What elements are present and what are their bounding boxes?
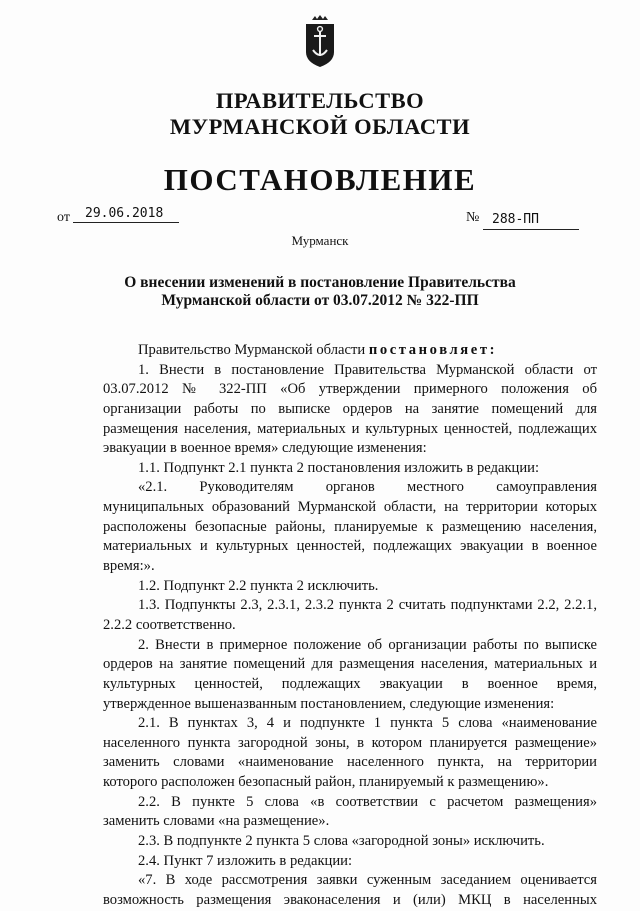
subject-line1: О внесении изменений в постановление Правительства: [124, 274, 516, 291]
body-line: организации работы по выписке ордеров на занятие помещений для: [103, 400, 597, 417]
body-line: заменить словами «наименование населенного пункта, на территории: [103, 754, 597, 771]
body-line: 2.1. В пунктах 3, 4 и подпункте 1 пункта 5 слова «наименование: [138, 715, 597, 732]
body-line: муниципальных образований Мурманской области, на территории которых: [103, 499, 597, 516]
body-line: 1.1. Подпункт 2.1 пункта 2 постановления изложить в редакции:: [138, 459, 540, 476]
body-line: 2.2. В пункте 5 слова «в соответствии с расчетом размещения»: [138, 793, 597, 810]
body-line: материальных и культурных ценностей, подлежащих эвакуации в военное: [103, 538, 597, 555]
subject-line2: Мурманской области от 03.07.2012 № 322-ПП: [161, 292, 479, 309]
body-line: ордеров на занятие помещений для размещения населения, материальных и: [103, 656, 597, 673]
body-line: которого расположен безопасный район, планируемый к размещению».: [103, 774, 549, 791]
document-body: [103, 341, 597, 911]
body-line: 03.07.2012 № 322-ПП «Об утверждении примерного положения об: [103, 381, 597, 398]
body-line: 1.3. Подпункты 2.3, 2.3.1, 2.3.2 пункта 2 считать подпунктами 2.2, 2.2.1,: [138, 597, 597, 614]
body-line: расположены безопасные районы, планируемые к размещению населения,: [103, 518, 597, 535]
body-line: 2.2.2 соответственно.: [103, 616, 236, 633]
city-name: Мурманск: [291, 233, 349, 248]
date-label: от: [57, 210, 70, 225]
body-line: заменить словами «на размещение».: [103, 813, 330, 830]
body-line: возможность размещения эваконаселения и (или) МКЦ в населенных: [103, 891, 597, 908]
organization-name-line1: ПРАВИТЕЛЬСТВО: [215, 88, 425, 113]
coat-of-arms-icon: [300, 14, 340, 68]
body-line: 2.4. Пункт 7 изложить в редакции:: [138, 852, 353, 869]
body-line: культурных ценностей, подлежащих эвакуации в военное время,: [103, 675, 597, 692]
preamble-prefix: Правительство Мурманской области: [138, 342, 369, 358]
date-value: 29.06.2018: [85, 206, 164, 221]
body-line: 1. Внести в постановление Правительства Мурманской области от: [138, 361, 597, 378]
body-line: «7. В ходе рассмотрения заявки суженным заседанием оценивается: [138, 872, 597, 889]
number-underline: [483, 229, 579, 230]
number-label: №: [466, 210, 480, 225]
body-line: «2.1. Руководителям органов местного самоуправления: [138, 479, 597, 496]
date-underline: [73, 222, 179, 223]
preamble: [103, 341, 597, 361]
body-line: эвакуации в военное время» следующие изменения:: [103, 440, 427, 457]
preamble-verb: постановляет:: [368, 342, 498, 358]
body-line: 2.3. В подпункте 2 пункта 5 слова «загородной зоны» исключить.: [138, 833, 545, 850]
number-value: 288-ПП: [492, 212, 539, 227]
body-line: время:».: [103, 558, 155, 575]
body-line: 1.2. Подпункт 2.2 пункта 2 исключить.: [138, 577, 379, 594]
body-line: 2. Внести в примерное положение об организации работы по выписке: [138, 636, 597, 653]
organization-name-line2: МУРМАНСКОЙ ОБЛАСТИ: [169, 114, 471, 139]
body-line: населенного пункта загородной зоны, в котором планируется размещение»: [103, 734, 597, 751]
body-line: утвержденное вышеназванным постановлением, следующие изменения:: [103, 695, 555, 712]
body-line: размещения населения, материальных и культурных ценностей, подлежащих: [103, 420, 597, 437]
document-type: ПОСТАНОВЛЕНИЕ: [163, 162, 477, 197]
